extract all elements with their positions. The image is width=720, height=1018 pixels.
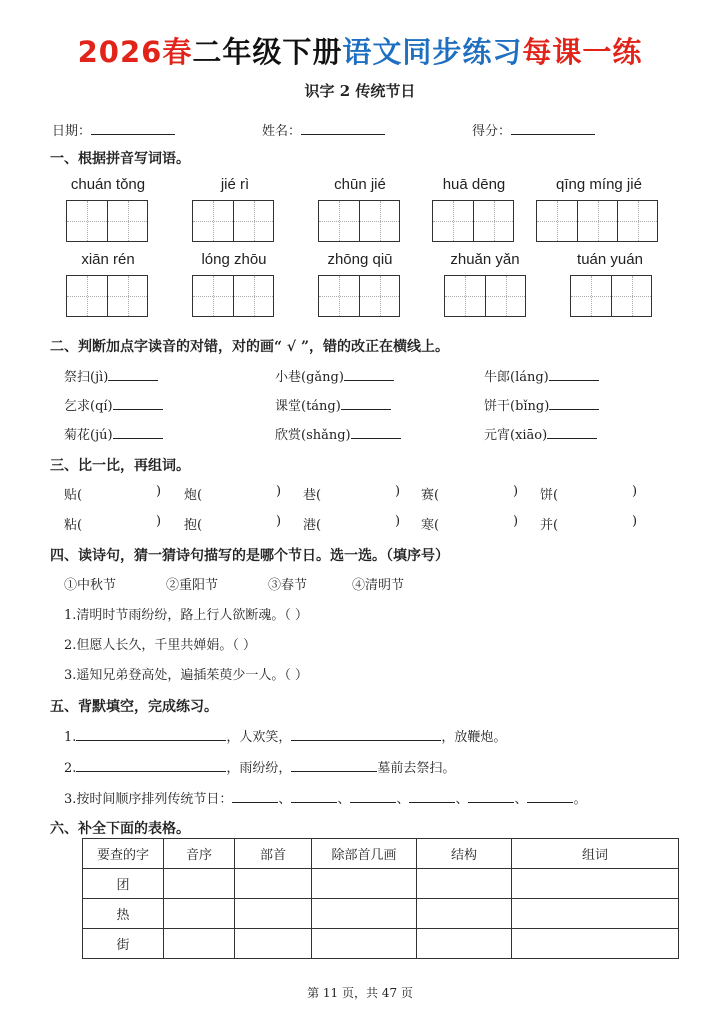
table-header: 要查的字 xyxy=(83,839,164,869)
table-char: 团 xyxy=(83,869,164,899)
option-item: ③春节 xyxy=(268,578,308,593)
compare-char-item[interactable]: 赛( xyxy=(421,488,440,503)
date-blank[interactable] xyxy=(91,120,175,135)
table-char: 街 xyxy=(83,929,164,959)
score-blank[interactable] xyxy=(511,120,595,135)
pinyin-label: huā dēng xyxy=(442,176,506,193)
section-4-heading: 四、读诗句，猜一猜诗句描写的是哪个节日。选一选。（填序号） xyxy=(50,548,449,564)
pronunciation-item[interactable] xyxy=(64,395,163,414)
table-char: 热 xyxy=(83,899,164,929)
writing-box-group[interactable] xyxy=(66,200,148,242)
item-text: 乞求(qí) xyxy=(64,399,113,414)
pinyin-label: chūn jié xyxy=(334,176,386,193)
item-text: 菊花(jú) xyxy=(64,428,113,443)
writing-box-group[interactable] xyxy=(432,200,514,242)
section-5-heading: 五、背默填空，完成练习。 xyxy=(50,699,218,715)
table-cell[interactable] xyxy=(164,929,235,959)
lesson-subtitle: 识字 2 传统节日 xyxy=(304,82,416,100)
table-cell[interactable] xyxy=(417,929,512,959)
title-part-subject: 语文同步练习 xyxy=(342,35,523,69)
table-row xyxy=(83,929,679,959)
section-3-heading: 三、比一比，再组词。 xyxy=(50,458,190,474)
pronunciation-item[interactable] xyxy=(484,424,597,443)
date-label: 日期： xyxy=(52,124,92,139)
page-title xyxy=(0,30,720,71)
option-item: ②重阳节 xyxy=(166,578,219,593)
table-cell[interactable] xyxy=(312,929,417,959)
name-label: 姓名： xyxy=(262,124,302,139)
pronunciation-item[interactable] xyxy=(64,366,158,385)
title-part-year: 2026春 xyxy=(77,35,193,69)
item-text: 祭扫(jì) xyxy=(64,370,109,385)
item-text: 牛郎(láng) xyxy=(484,370,549,385)
pronunciation-item[interactable] xyxy=(484,395,599,414)
compare-char-item[interactable]: 港( xyxy=(303,518,322,533)
compare-close: ) xyxy=(156,484,162,499)
option-item: ④清明节 xyxy=(352,578,405,593)
compare-close: ) xyxy=(276,484,282,499)
item-text: 元宵(xiāo) xyxy=(484,428,548,443)
writing-box-group[interactable] xyxy=(192,275,274,317)
table-cell[interactable] xyxy=(512,929,679,959)
recite-question-1[interactable]: 1. ，人欢笑， ，放鞭炮。 xyxy=(64,730,507,745)
table-header: 组词 xyxy=(512,839,679,869)
score-label: 得分： xyxy=(472,124,512,139)
compare-close: ) xyxy=(395,484,401,499)
item-text: 欣赏(shǎng) xyxy=(275,428,351,443)
table-header-row xyxy=(83,839,679,869)
compare-char-item[interactable]: 炮( xyxy=(184,488,203,503)
compare-close: ) xyxy=(156,514,162,529)
compare-char-item[interactable]: 并( xyxy=(540,518,559,533)
compare-close: ) xyxy=(632,484,638,499)
compare-char-item[interactable]: 粘( xyxy=(64,518,83,533)
table-header: 结构 xyxy=(417,839,512,869)
compare-char-item[interactable]: 贴( xyxy=(64,488,83,503)
item-text: 小巷(gǎng) xyxy=(275,370,344,385)
section-1-heading: 一、根据拼音写词语。 xyxy=(50,151,190,167)
table-cell[interactable] xyxy=(164,869,235,899)
poem-question[interactable]: 1.清明时节雨纷纷，路上行人欲断魂。（ ） xyxy=(64,608,309,623)
compare-close: ) xyxy=(513,484,519,499)
pinyin-label: jié rì xyxy=(220,176,250,193)
table-cell[interactable] xyxy=(164,899,235,929)
item-text: 饼干(bǐng) xyxy=(484,399,550,414)
score-field[interactable] xyxy=(472,120,595,139)
page-footer: 第 11 页，共 47 页 xyxy=(307,986,413,1000)
date-field[interactable] xyxy=(52,120,175,139)
poem-question[interactable]: 3.遥知兄弟登高处，遍插茱萸少一人。（ ） xyxy=(64,668,309,683)
pronunciation-item[interactable] xyxy=(64,424,163,443)
pinyin-label: tuán yuán xyxy=(577,251,643,268)
pinyin-label: chuán tǒng xyxy=(70,176,146,193)
character-table xyxy=(82,838,679,959)
table-cell[interactable] xyxy=(417,869,512,899)
writing-box-group[interactable] xyxy=(318,200,400,242)
table-row xyxy=(83,899,679,929)
item-text: 课堂(táng) xyxy=(275,399,341,414)
writing-box-group[interactable] xyxy=(66,275,148,317)
pronunciation-item[interactable] xyxy=(275,395,391,414)
recite-question-2[interactable]: 2. ，雨纷纷， 墓前去祭扫。 xyxy=(64,761,456,776)
compare-char-item[interactable]: 寒( xyxy=(421,518,440,533)
pinyin-label: qīng míng jié xyxy=(556,176,642,193)
pinyin-label: zhuǎn yǎn xyxy=(450,251,520,268)
section-2-heading: 二、判断加点字读音的对错，对的画“ √ ”，错的改正在横线上。 xyxy=(50,339,450,355)
table-cell[interactable] xyxy=(235,899,312,929)
name-blank[interactable] xyxy=(301,120,385,135)
pronunciation-item[interactable] xyxy=(484,366,599,385)
writing-box-group[interactable] xyxy=(536,200,658,242)
pronunciation-item[interactable] xyxy=(275,366,394,385)
table-header: 音序 xyxy=(164,839,235,869)
title-part-grade: 二年级下册 xyxy=(192,35,343,69)
table-cell[interactable] xyxy=(235,869,312,899)
compare-close: ) xyxy=(276,514,282,529)
writing-box-group[interactable] xyxy=(444,275,526,317)
compare-char-item[interactable]: 饼( xyxy=(540,488,559,503)
pinyin-label: zhōng qiū xyxy=(327,251,393,268)
writing-box-group[interactable] xyxy=(570,275,652,317)
section-6-heading: 六、补全下面的表格。 xyxy=(50,821,190,837)
compare-close: ) xyxy=(632,514,638,529)
table-cell[interactable] xyxy=(312,869,417,899)
table-cell[interactable] xyxy=(312,899,417,929)
poem-question[interactable]: 2.但愿人长久，千里共婵娟。（ ） xyxy=(64,638,257,653)
name-field[interactable] xyxy=(262,120,385,139)
compare-close: ) xyxy=(513,514,519,529)
pinyin-label: xiān rén xyxy=(81,251,135,268)
compare-close: ) xyxy=(395,514,401,529)
writing-box-group[interactable] xyxy=(318,275,400,317)
table-header: 除部首几画 xyxy=(312,839,417,869)
recite-question-3[interactable]: 3.按时间顺序排列传统节日： 、 、 、 、 、 。 xyxy=(64,792,587,807)
table-row xyxy=(83,869,679,899)
option-item: ①中秋节 xyxy=(64,578,117,593)
table-cell[interactable] xyxy=(417,899,512,929)
table-cell[interactable] xyxy=(235,929,312,959)
compare-char-item[interactable]: 抱( xyxy=(184,518,203,533)
compare-char-item[interactable]: 巷( xyxy=(303,488,322,503)
table-header: 部首 xyxy=(235,839,312,869)
title-part-practice: 每课一练 xyxy=(522,35,643,69)
table-cell[interactable] xyxy=(512,869,679,899)
writing-box-group[interactable] xyxy=(192,200,274,242)
pinyin-label: lóng zhōu xyxy=(201,251,267,268)
table-cell[interactable] xyxy=(512,899,679,929)
pronunciation-item[interactable] xyxy=(275,424,401,443)
